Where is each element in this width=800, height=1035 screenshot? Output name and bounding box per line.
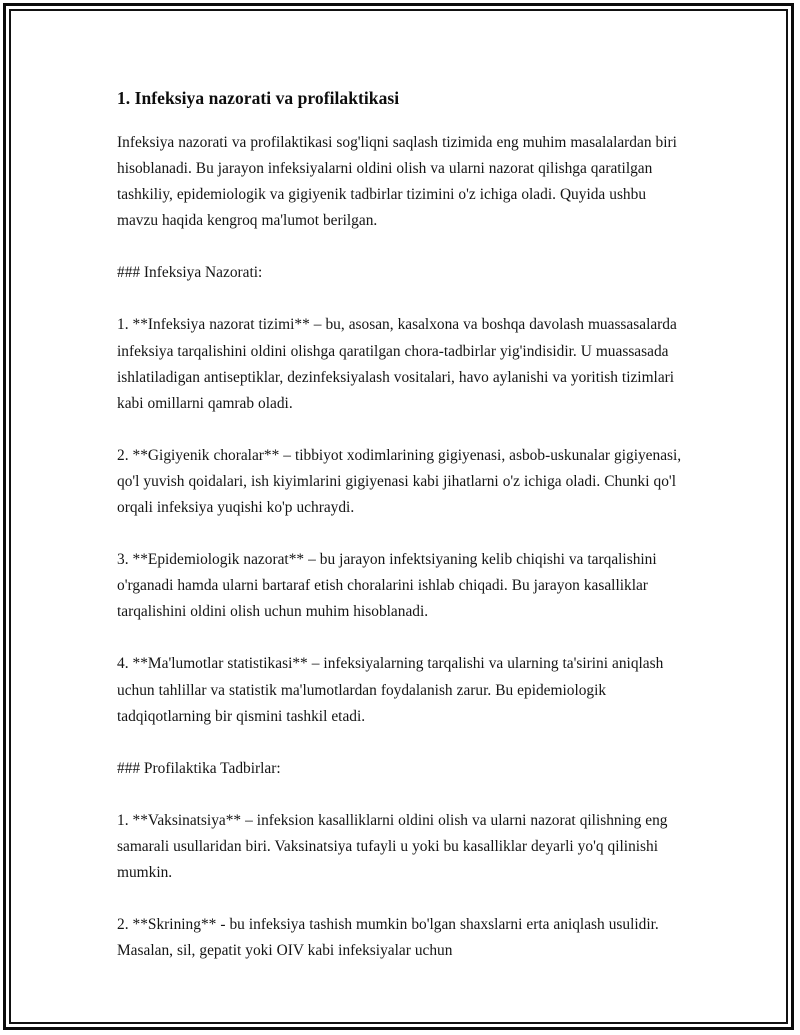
subheading-infeksiya-nazorati: ### Infeksiya Nazorati:: [117, 264, 263, 282]
list-item-2-gigiyenik-choralar: 2. **Gigiyenik choralar** – tibbiyot xodimlarining gigiyenasi, asbob-uskunalar gigiyenasi, qo'l yuvish qoidalari, ish kiyimlarini gigiyenasi kabi jihatlarni o'z ichiga oladi. Chunki qo'l orqali infeksiya yuqishi ko'p uchraydi.: [117, 446, 682, 517]
document-body: [117, 86, 689, 964]
document-blocks: [117, 130, 689, 964]
list-item-3-epidemiologik-nazorat: 3. **Epidemiologik nazorat** – bu jarayon infektsiyaning kelib chiqishi va tarqalishini o'rganadi hamda ularni bartaraf etish choralarini ishlab chiqadi. Bu jarayon kasalliklar tarqalishini oldini olish uchun muhim hisoblanadi.: [117, 551, 657, 621]
page-title: 1. Infeksiya nazorati va profilaktikasi: [117, 88, 400, 108]
intro-paragraph: Infeksiya nazorati va profilaktikasi sog'liqni saqlash tizimida eng muhim masalalardan biri hisoblanadi. Bu jarayon infeksiyalarni oldini olish va ularni nazorat qilishga qaratilgan tashkiliy, epidemiologik va gigiyenik tadbirlar tizimini o'z ichiga oladi. Quyida ushbu mavzu haqida kengroq ma'lumot berilgan.: [117, 134, 677, 230]
list-item-2-skrining: 2. **Skrining** - bu infeksiya tashish mumkin bo'lgan shaxslarni erta aniqlash usulidir. Masalan, sil, gepatit yoki OIV kabi infeksiyalar uchun: [117, 916, 659, 960]
list-item-1-vaksinatsiya: 1. **Vaksinatsiya** – infeksion kasalliklarni oldini olish va ularni nazorat qilishning eng samarali usullaridan biri. Vaksinatsiya tufayli u yoki bu kasalliklar deyarli yo'q qilinishi mumkin.: [117, 811, 668, 881]
subheading-profilaktika-tadbirlar: ### Profilaktika Tadbirlar:: [117, 759, 281, 777]
list-item-4-malumotlar-statistikasi: 4. **Ma'lumotlar statistikasi** – infeksiyalarning tarqalishi va ularning ta'sirini aniqlash uchun tahlillar va statistik ma'lumotlardan foydalanish zarur. Bu epidemiologik tadqiqotlarning bir qismini tashkil etadi.: [117, 655, 664, 725]
list-item-1-infeksiya-nazorat-tizimi: 1. **Infeksiya nazorat tizimi** – bu, asosan, kasalxona va boshqa davolash muassasalarda infeksiya tarqalishini oldini olishga qaratilgan chora-tadbirlar yig'indisidir. U muassasada ishlatiladigan antiseptiklar, dezinfeksiyalash vositalari, havo aylanishi va yoritish tizimlari kabi omillarni qamrab oladi.: [117, 316, 677, 412]
